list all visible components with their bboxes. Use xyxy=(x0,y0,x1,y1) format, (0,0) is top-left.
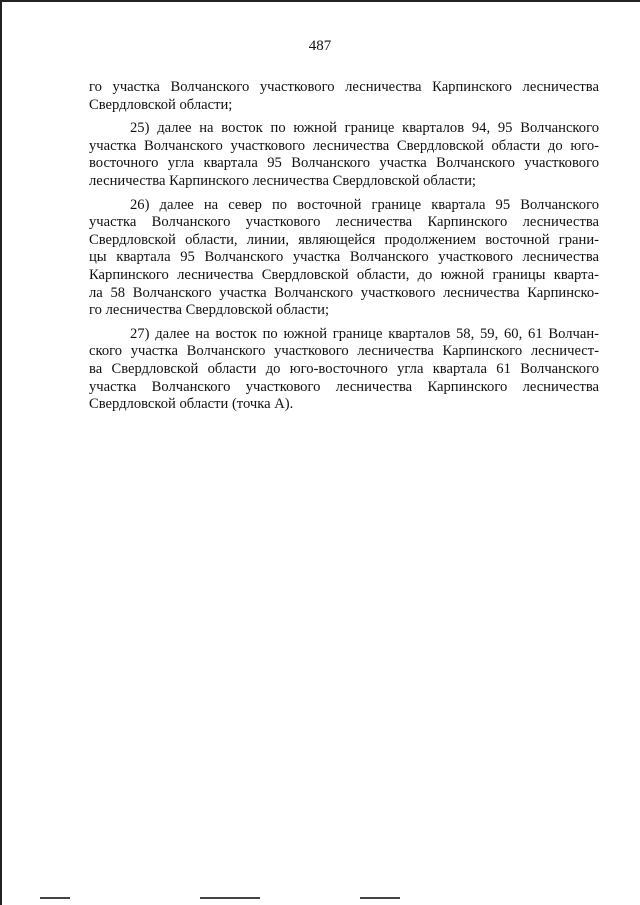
text-line: 26) далее на север по восточной границе квартала 95 Волчанского xyxy=(130,196,599,213)
scan-left-edge xyxy=(0,0,2,905)
text-line: лесничества Карпинского лесничества Свердловской области; xyxy=(89,172,476,189)
text-line: Карпинского лесничества Свердловской области, до южной границы кварта- xyxy=(89,266,599,283)
text-line: го участка Волчанского участкового лесничества Карпинского лесничества xyxy=(89,79,599,95)
paragraph-item-26 xyxy=(89,197,599,320)
text-line: Свердловской области; xyxy=(89,96,233,113)
text-line: участка Волчанского участкового лесничества Карпинского лесничества xyxy=(89,378,599,395)
paragraph-item-27 xyxy=(89,326,599,414)
scan-top-edge xyxy=(0,0,640,2)
text-line: Свердловской области (точка А). xyxy=(89,396,294,413)
scan-artifact xyxy=(40,897,70,899)
text-line: го лесничества Свердловской области; xyxy=(89,302,329,319)
text-line: восточного угла квартала 95 Волчанского участка Волчанского участкового xyxy=(89,155,599,172)
text-line: 27) далее на восток по южной границе кварталов 58, 59, 60, 61 Волчан- xyxy=(130,325,599,342)
text-line: ва Свердловской области до юго-восточного угла квартала 61 Волчанского xyxy=(89,360,599,377)
text-line: ла 58 Волчанского участка Волчанского участкового лесничества Карпинско- xyxy=(89,284,599,301)
paragraph-continuation xyxy=(89,79,599,114)
page-number: 487 xyxy=(308,38,332,54)
text-line: Свердловской области, линии, являющейся продолжением восточной грани- xyxy=(89,231,599,248)
scan-artifact xyxy=(360,897,400,899)
paragraph-item-25 xyxy=(89,120,599,190)
text-line: участка Волчанского участкового лесничества Карпинского лесничества xyxy=(89,214,599,231)
text-line: участка Волчанского участкового лесничества Свердловской области до юго- xyxy=(89,137,599,154)
document-body xyxy=(89,79,599,414)
text-line: ского участка Волчанского участкового лесничества Карпинского лесничест- xyxy=(89,343,599,360)
text-line: 25) далее на восток по южной границе кварталов 94, 95 Волчанского xyxy=(130,120,599,137)
text-line: цы квартала 95 Волчанского участка Волчанского участкового лесничества xyxy=(89,249,599,266)
scan-artifact xyxy=(200,897,260,899)
